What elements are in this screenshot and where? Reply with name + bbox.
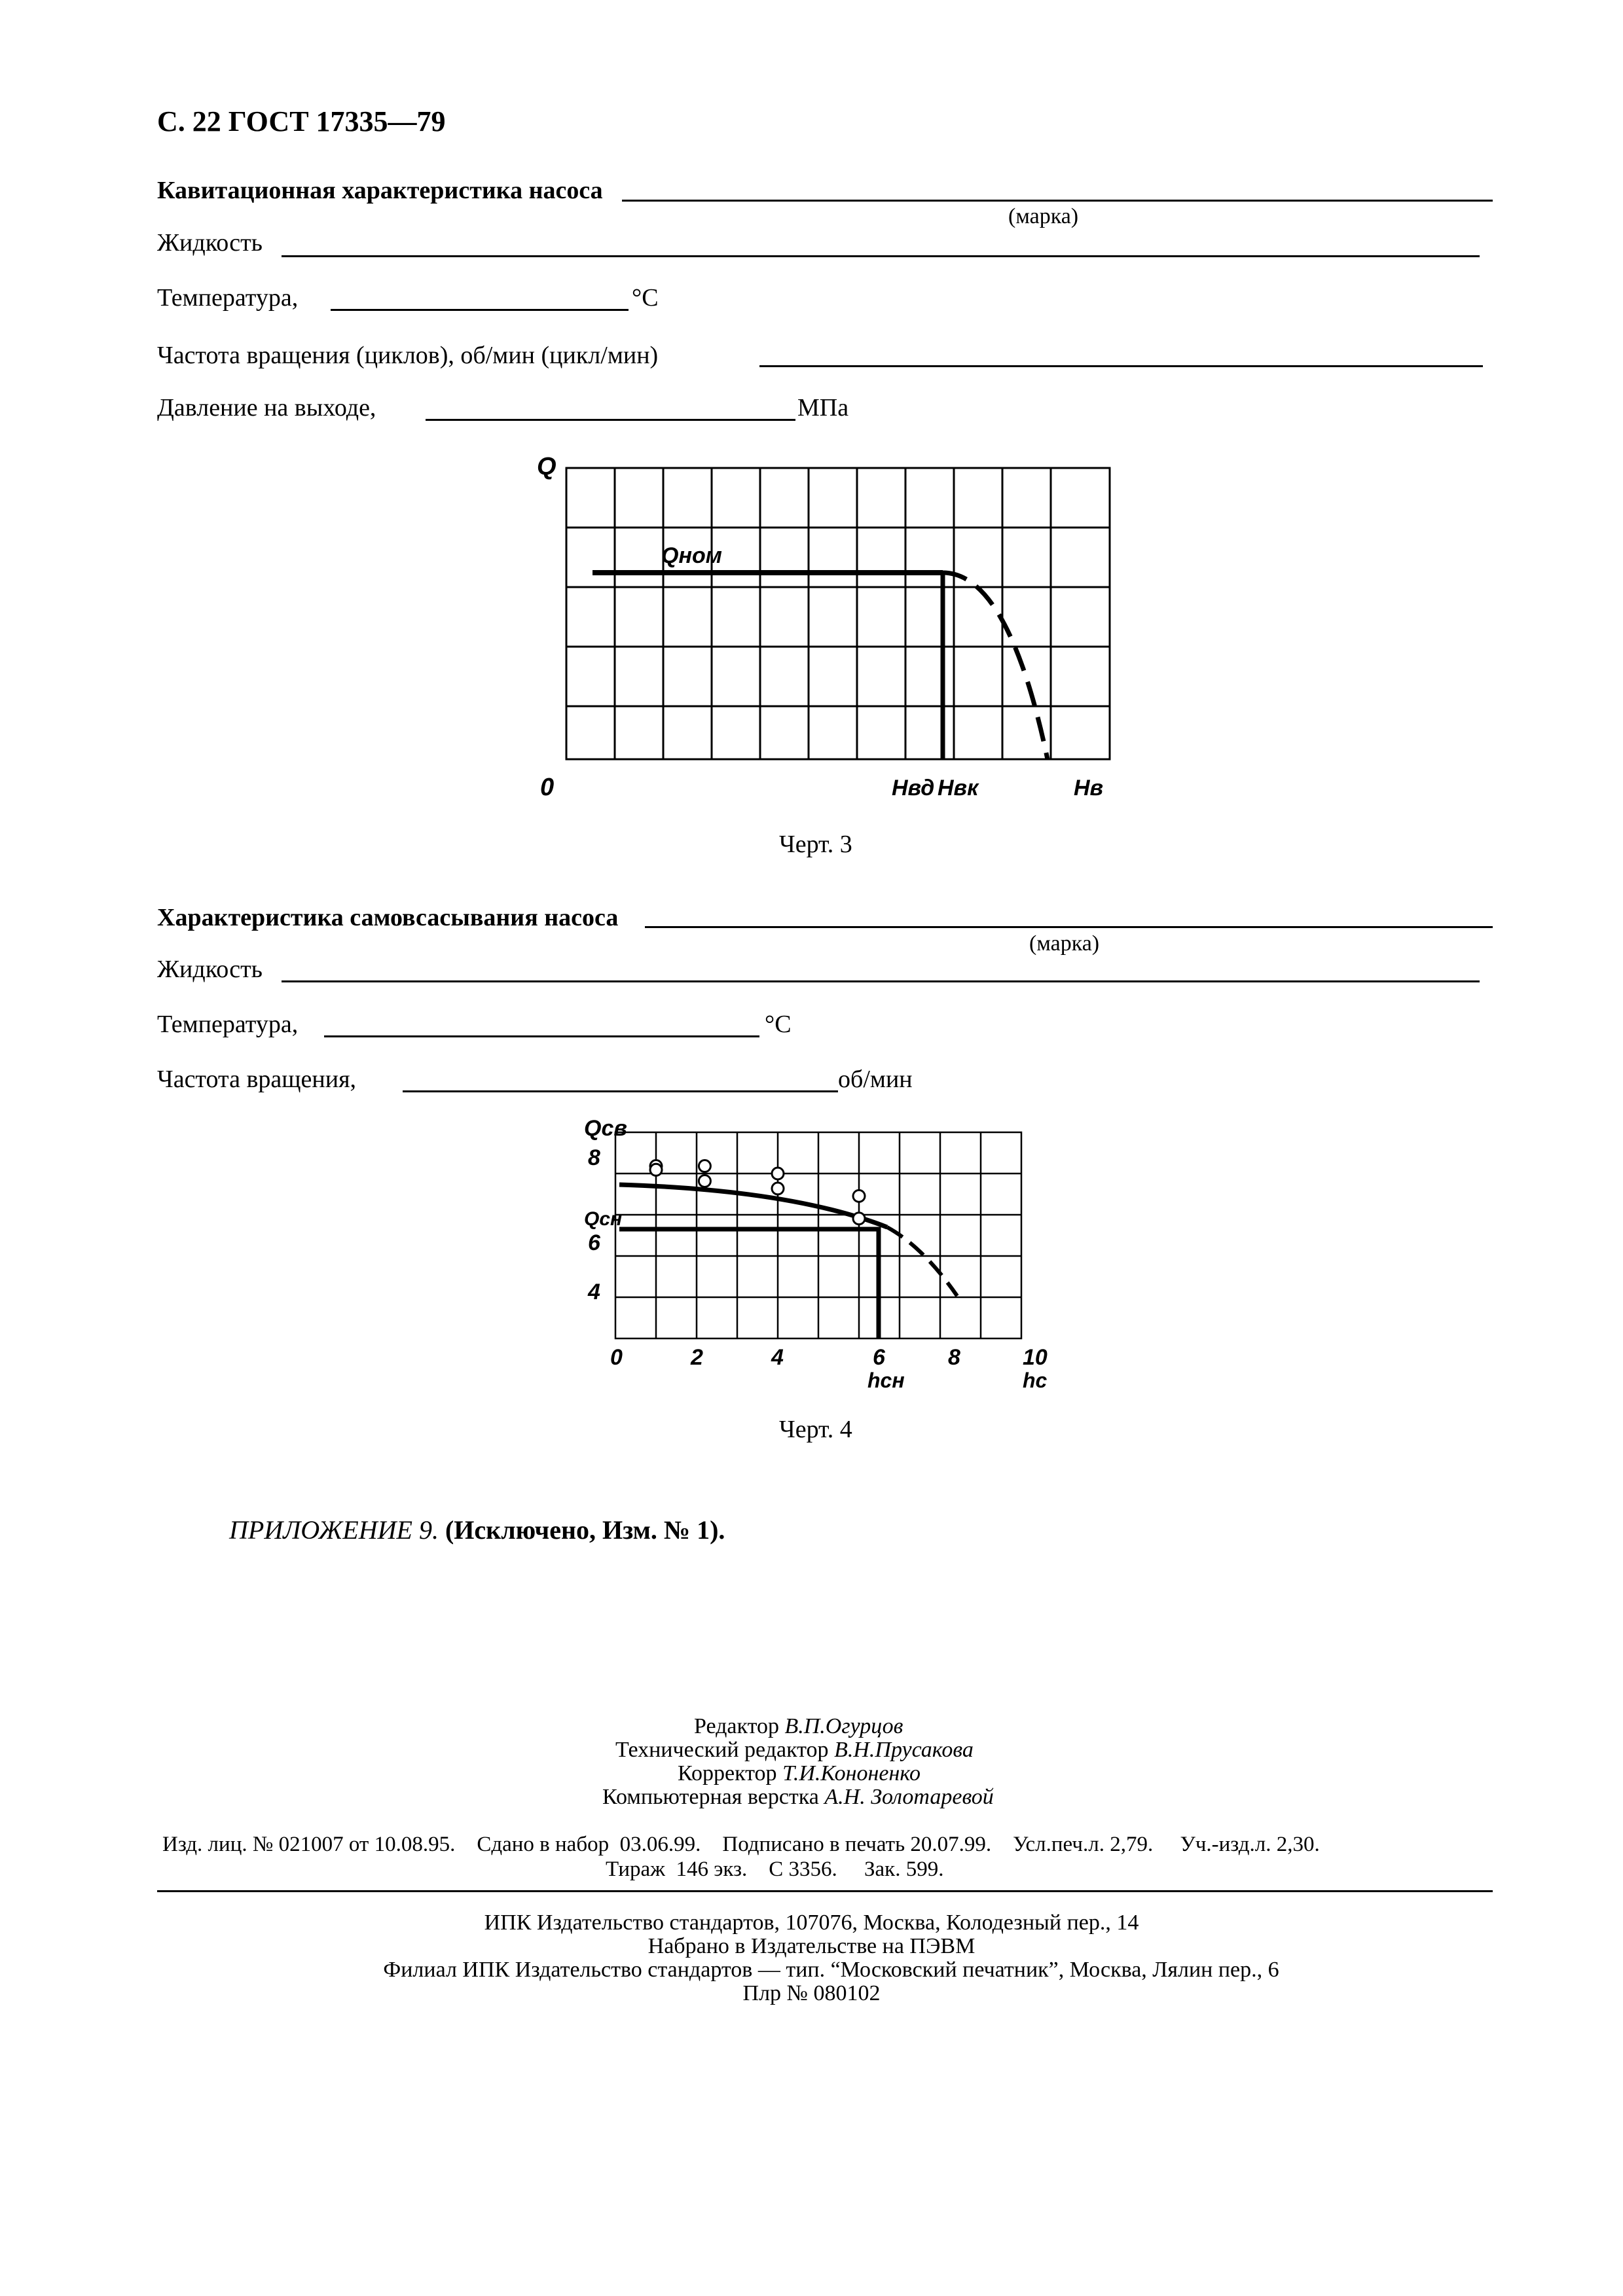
section2-title-sub: (марка)	[1029, 931, 1100, 956]
chart2-x-tick-2: 2	[691, 1345, 703, 1370]
section1-freq-line[interactable]	[759, 365, 1483, 367]
credit-role: Компьютерная верстка	[602, 1785, 819, 1809]
chart1-x-label-2: Hвк	[938, 776, 979, 800]
chart1-x-label-1: Hвд	[892, 776, 935, 800]
chart1-y-label: Q	[537, 453, 556, 480]
appendix-line	[229, 1517, 725, 1543]
credit-name: А.Н. Золотаревой	[824, 1785, 994, 1809]
chart1-caption: Черт. 3	[779, 831, 852, 858]
section2-temp-label: Температура,	[157, 1011, 299, 1038]
chart2-point	[772, 1168, 784, 1179]
pub-line-1: Изд. лиц. № 021007 от 10.08.95. Сдано в набор 03.06.99. Подписано в печать 20.07.99. Усл.печ.л. 2,79. Уч.-изд.л. 2,30.	[162, 1833, 1320, 1856]
section1-temp-unit: °С	[632, 284, 659, 312]
credit-row	[615, 1715, 994, 1738]
chart2-point	[699, 1160, 710, 1172]
credit-role: Корректор	[678, 1761, 777, 1785]
section2-title-line[interactable]	[645, 926, 1493, 928]
chart1-grid	[566, 468, 1110, 759]
credit-role: Редактор	[694, 1714, 779, 1738]
chart2-x-axis-label: hс	[1023, 1369, 1048, 1392]
section1-temp-line[interactable]	[331, 309, 629, 311]
section2-freq-label: Частота вращения,	[157, 1066, 357, 1093]
section1-title-line[interactable]	[622, 200, 1493, 202]
chart2-caption: Черт. 4	[779, 1416, 852, 1443]
chart1	[511, 445, 1133, 812]
credit-row	[615, 1738, 994, 1762]
footer-line: ИПК Издательство стандартов, 107076, Москва, Колодезный пер., 14	[484, 1910, 1139, 1935]
chart2-qsn-line	[619, 1229, 879, 1338]
chart2-y-tick-8: 8	[588, 1145, 600, 1170]
chart2-point	[853, 1213, 865, 1225]
section1-liquid-label: Жидкость	[157, 229, 263, 257]
appendix-italic: ПРИЛОЖЕНИЕ 9.	[229, 1515, 439, 1545]
section2-temp-line[interactable]	[324, 1035, 759, 1037]
chart1-curve-label: Qном	[661, 543, 722, 568]
chart1-origin-label: 0	[540, 774, 555, 801]
section1-freq-label: Частота вращения (циклов), об/мин (цикл/мин)	[157, 342, 659, 369]
section1-title: Кавитационная характеристика насоса	[157, 177, 603, 204]
chart1-curve-dashed	[943, 573, 1048, 759]
page-header: С. 22 ГОСТ 17335—79	[157, 105, 446, 137]
section2-freq-unit: об/мин	[838, 1066, 913, 1093]
chart2-point	[853, 1190, 865, 1202]
chart2-x-tick-10: 10	[1023, 1345, 1048, 1370]
chart2-x-tick-8: 8	[948, 1345, 960, 1370]
chart2-y-label: Qсв	[584, 1116, 627, 1141]
section2-liquid-line[interactable]	[282, 980, 1480, 982]
chart2-curve-solid	[619, 1185, 887, 1227]
chart2-y-tick-4: 4	[588, 1280, 600, 1304]
section2-freq-line[interactable]	[403, 1090, 838, 1092]
pub-divider	[157, 1890, 1493, 1892]
credits	[602, 1714, 994, 1809]
footer-line: Плр № 080102	[742, 1981, 881, 2005]
section2-liquid-label: Жидкость	[157, 956, 263, 983]
pub-line-2: Тираж 146 экз. С 3356. Зак. 599.	[606, 1857, 944, 1881]
section2-temp-unit: °С	[765, 1011, 792, 1038]
chart2-y-mark-label: Qсн	[584, 1208, 623, 1230]
chart1-x-label-3: Hв	[1074, 776, 1104, 800]
credit-name: В.П.Огурцов	[784, 1714, 903, 1738]
section1-pressure-line[interactable]	[426, 419, 795, 421]
chart2-y-tick-6: 6	[588, 1230, 600, 1255]
section1-title-sub: (марка)	[1008, 204, 1079, 228]
chart2-x-tick-6: 6	[873, 1345, 885, 1370]
appendix-bold: (Исключено, Изм. № 1).	[445, 1515, 725, 1545]
chart2-curve-dashed	[887, 1227, 957, 1296]
chart2-point	[772, 1183, 784, 1194]
section1-liquid-line[interactable]	[282, 255, 1480, 257]
footer	[0, 1911, 1623, 2005]
section1-pressure-unit: МПа	[797, 394, 849, 422]
section1-pressure-label: Давление на выходе,	[157, 394, 376, 422]
chart2-point	[699, 1175, 710, 1187]
chart2-x-mark-label: hсн	[867, 1369, 905, 1392]
chart2-grid	[615, 1132, 1021, 1338]
chart2	[570, 1113, 1067, 1401]
credit-row	[602, 1785, 994, 1809]
chart2-x-tick-0: 0	[610, 1345, 623, 1370]
section2-title: Характеристика самовсасывания насоса	[157, 904, 619, 931]
chart2-point	[650, 1164, 662, 1175]
section1-temp-label: Температура,	[157, 284, 299, 312]
credit-row	[615, 1762, 994, 1785]
credit-role: Технический редактор	[615, 1738, 829, 1762]
credit-name: В.Н.Прусакова	[834, 1738, 974, 1762]
footer-line: Набрано в Издательстве на ПЭВМ	[647, 1934, 976, 1958]
credit-name: Т.И.Кононенко	[782, 1761, 921, 1785]
footer-line: Филиал ИПК Издательство стандартов — тип. “Московский печатник”, Москва, Лялин пер., 6	[383, 1958, 1279, 1982]
chart2-x-tick-4: 4	[771, 1345, 784, 1370]
